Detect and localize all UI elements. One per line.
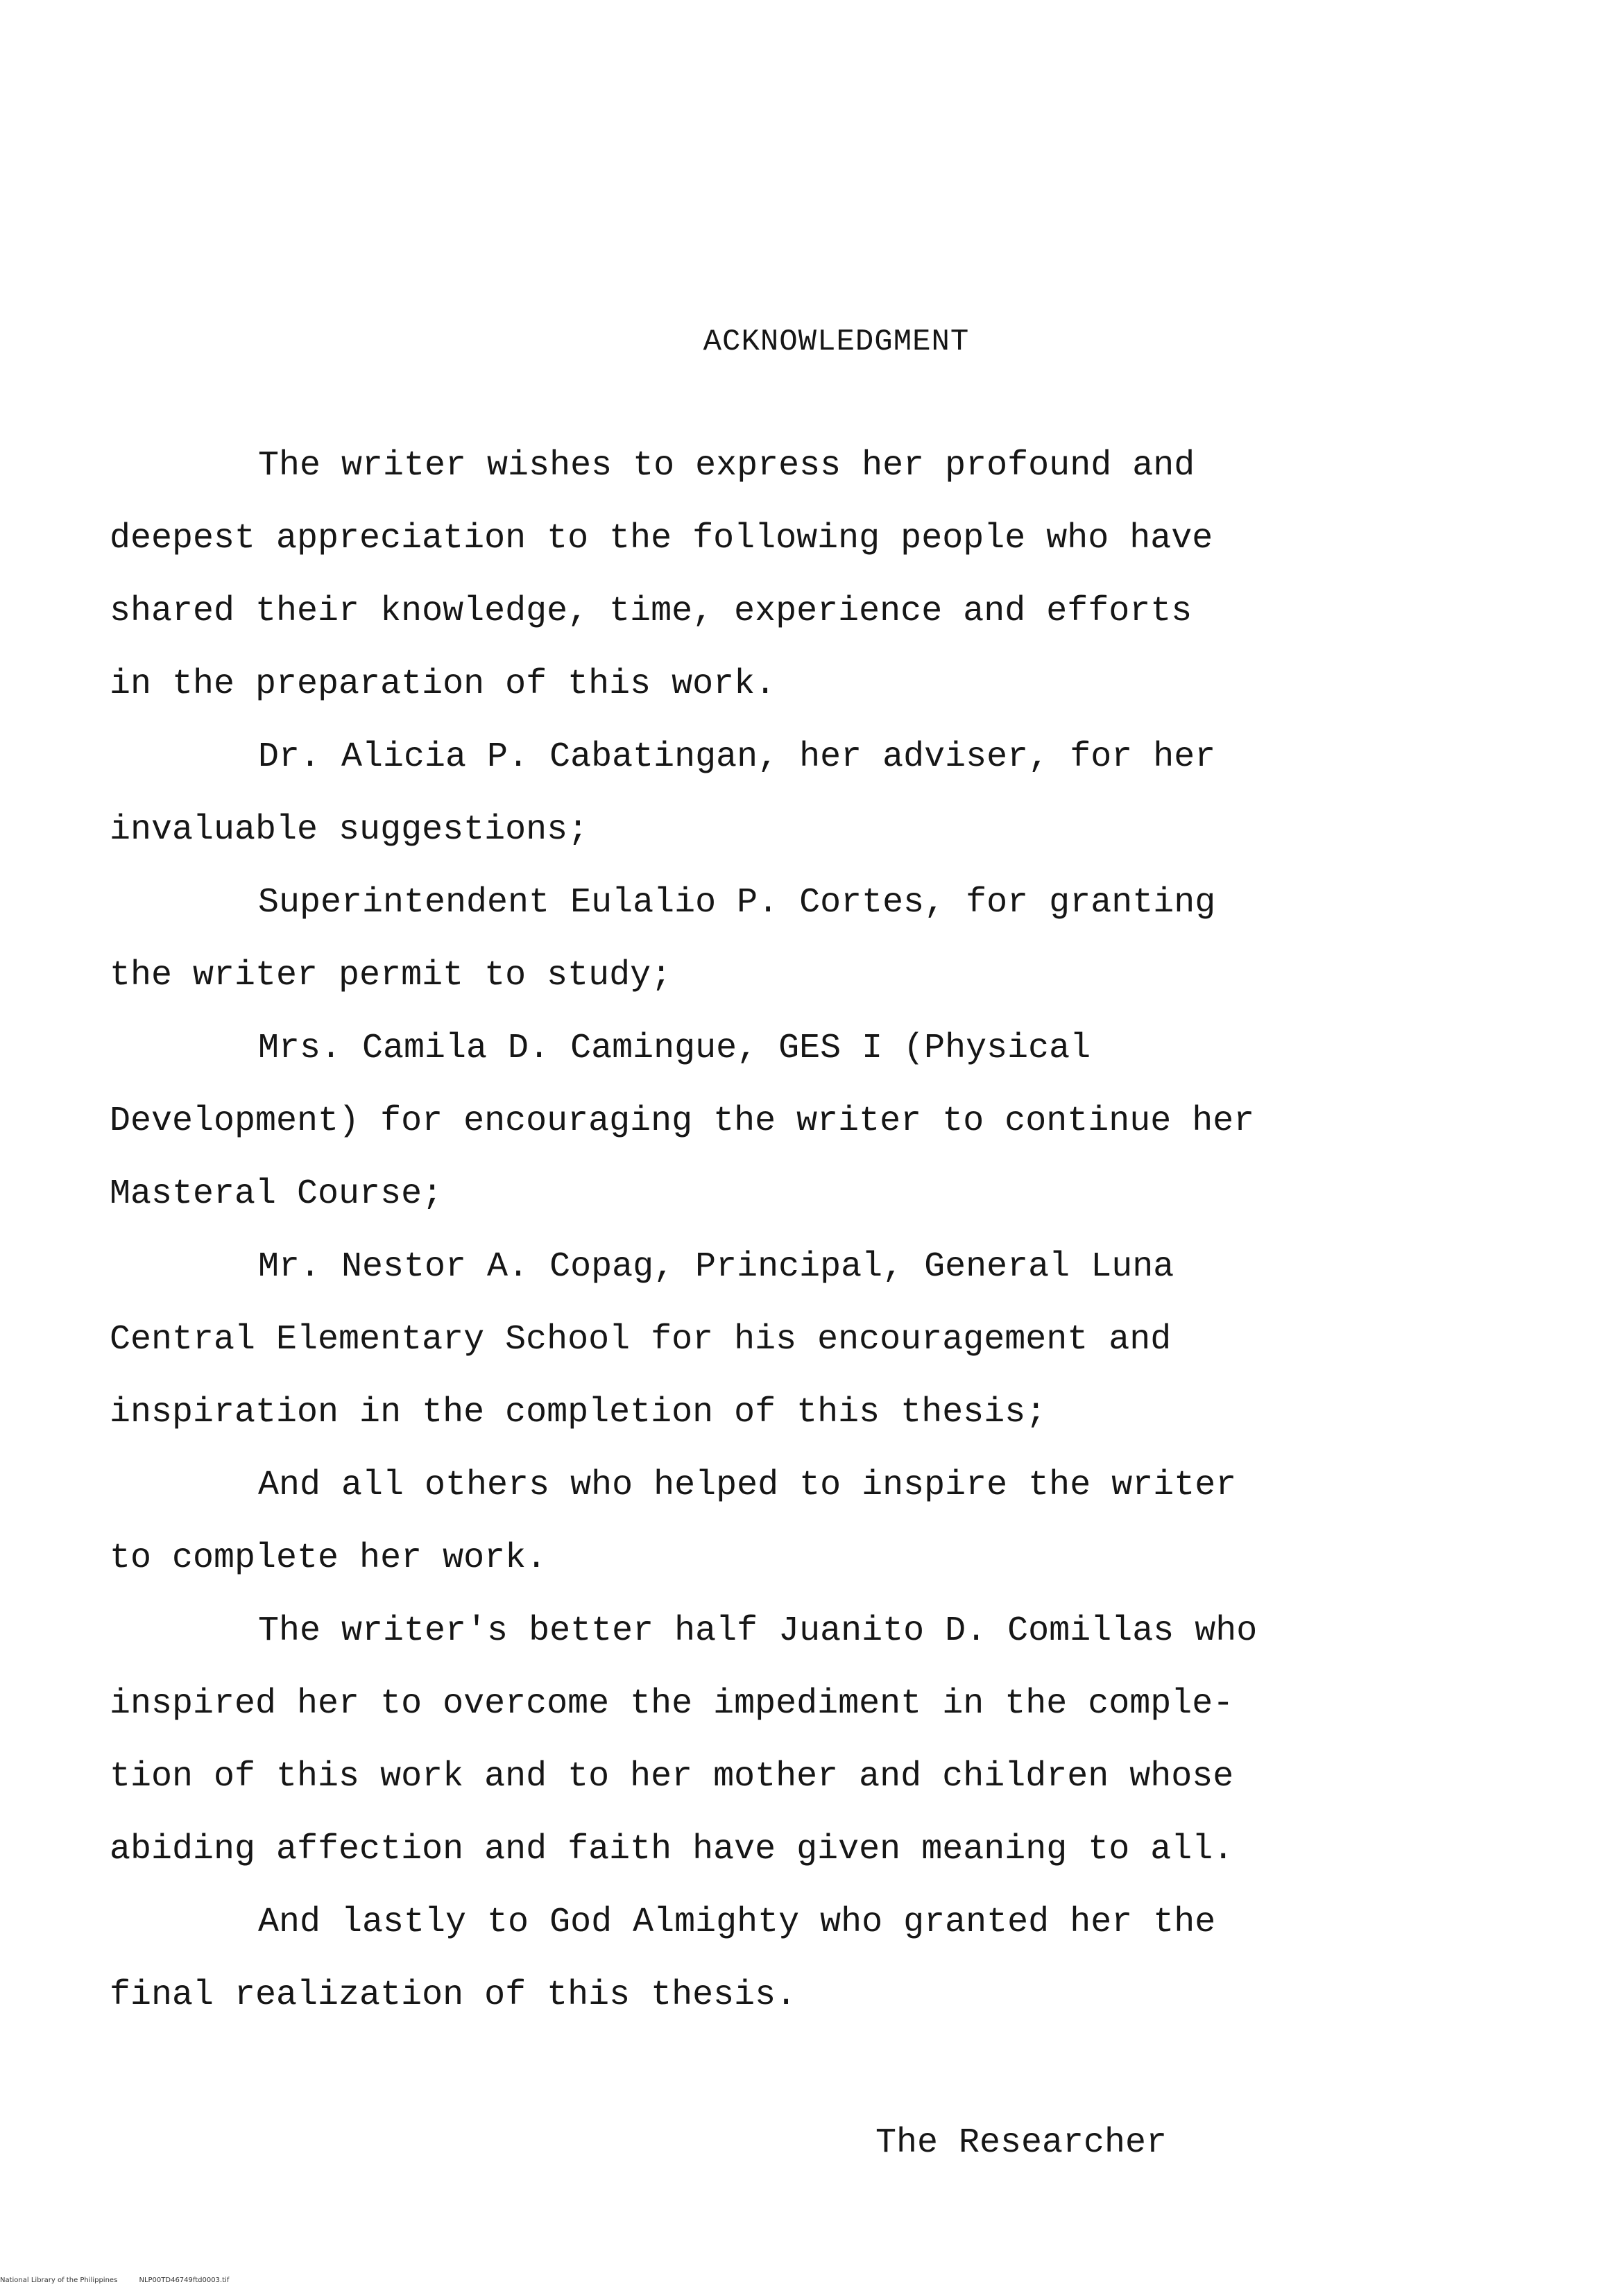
paragraph-line: Masteral Course; bbox=[110, 1174, 443, 1214]
paragraph-line: Mr. Nestor A. Copag, Principal, General Luna bbox=[258, 1247, 1174, 1287]
paragraph-line: shared their knowledge, time, experience and efforts bbox=[110, 592, 1193, 631]
paragraph-line: inspired her to overcome the impediment in the comple- bbox=[110, 1684, 1234, 1724]
paragraph-line: abiding affection and faith have given meaning to all. bbox=[110, 1830, 1234, 1869]
paragraph-line: to complete her work. bbox=[110, 1538, 547, 1578]
paragraph-line: the writer permit to study; bbox=[110, 956, 672, 995]
paragraph-line: final realization of this thesis. bbox=[110, 1975, 797, 2015]
paragraph-line: in the preparation of this work. bbox=[110, 665, 776, 704]
paragraph-line: inspiration in the completion of this thesis; bbox=[110, 1393, 1047, 1432]
paragraph-line: Superintendent Eulalio P. Cortes, for granting bbox=[258, 883, 1216, 923]
file-id-label: NLP00TD46749ftd0003.tif bbox=[139, 2277, 230, 2284]
paragraph-line: And lastly to God Almighty who granted her the bbox=[258, 1903, 1216, 1942]
paragraph-line: The writer wishes to express her profound and bbox=[258, 446, 1195, 486]
paragraph-line: deepest appreciation to the following people who have bbox=[110, 519, 1213, 558]
paragraph-line: And all others who helped to inspire the writer bbox=[258, 1466, 1237, 1505]
paragraph-line: invaluable suggestions; bbox=[110, 810, 589, 850]
library-label: National Library of the Philippines bbox=[0, 2277, 118, 2284]
paragraph-line: Mrs. Camila D. Camingue, GES I (Physical bbox=[258, 1029, 1091, 1068]
scan-footer bbox=[0, 2277, 248, 2285]
paragraph-line: tion of this work and to her mother and children whose bbox=[110, 1757, 1234, 1797]
page-heading: ACKNOWLEDGMENT bbox=[703, 325, 970, 359]
paragraph-line: Development) for encouraging the writer to continue her bbox=[110, 1101, 1255, 1141]
paragraph-line: The writer's better half Juanito D. Comillas who bbox=[258, 1611, 1258, 1651]
paragraph-line: Central Elementary School for his encouragement and bbox=[110, 1320, 1172, 1360]
signature-line: The Researcher bbox=[875, 2123, 1168, 2163]
paragraph-line: Dr. Alicia P. Cabatingan, her adviser, for her bbox=[258, 737, 1216, 777]
